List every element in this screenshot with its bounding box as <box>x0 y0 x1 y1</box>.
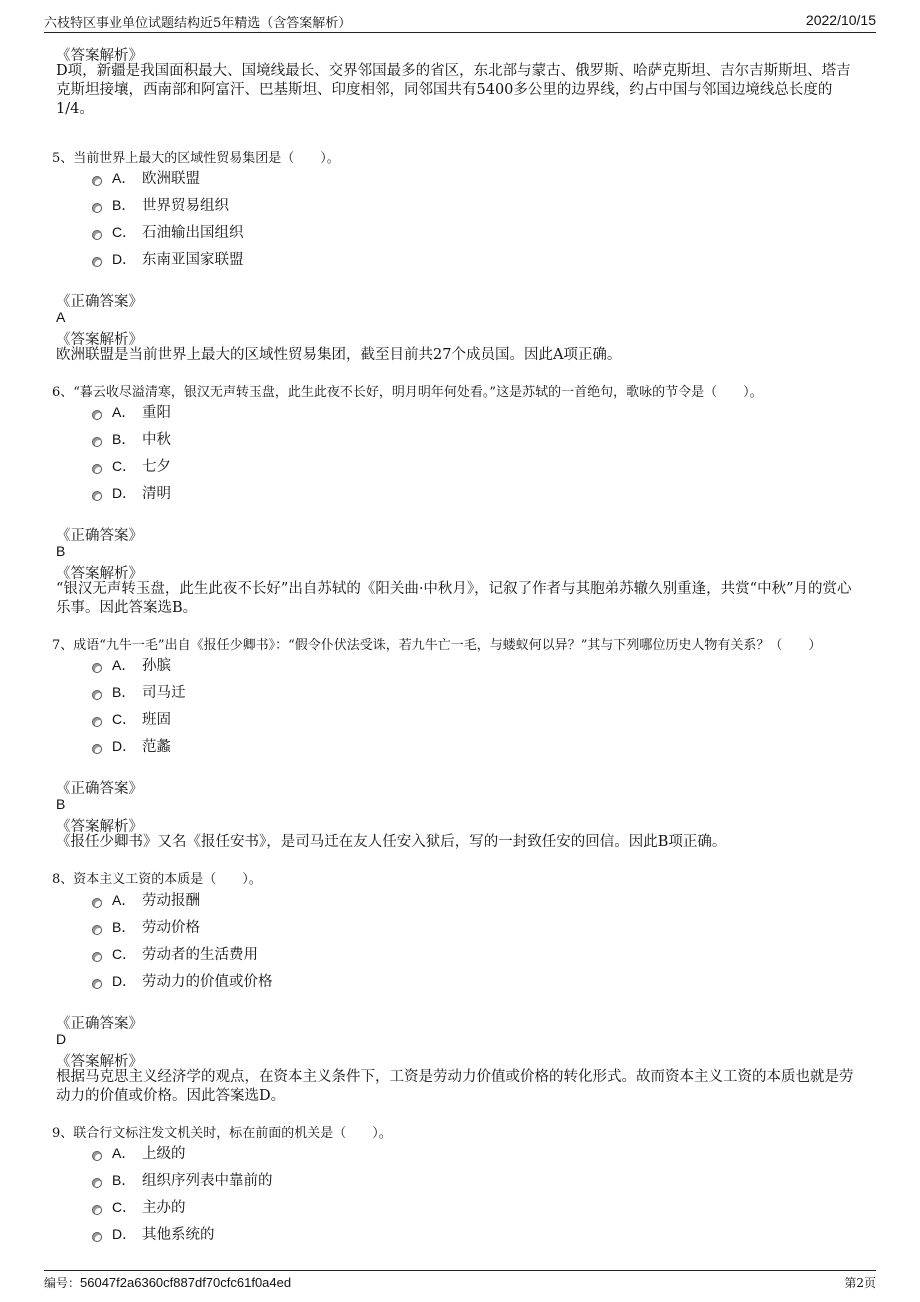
option-text: 劳动者的生活费用 <box>142 947 258 963</box>
option-letter: C． <box>112 458 137 474</box>
radio-icon[interactable] <box>92 437 102 447</box>
q6-analysis-text: “银汉无声转玉盘，此生此夜不长好”出自苏轼的《阳关曲·中秋月》，记叙了作者与其胞弟苏辙久别重逢，共赏“中秋”月的赏心乐事。因此答案选B。 <box>56 581 852 616</box>
option-text: 班固 <box>142 712 171 728</box>
option-letter: C． <box>112 1199 137 1215</box>
q5-analysis-text: 欧洲联盟是当前世界上最大的区域性贸易集团，截至目前共27个成员国。因此A项正确。 <box>56 347 622 363</box>
q7-option-a[interactable] <box>92 654 171 674</box>
option-letter: A． <box>112 657 136 673</box>
radio-icon[interactable] <box>92 257 102 267</box>
radio-icon[interactable] <box>92 690 102 700</box>
page-footer <box>44 1270 876 1293</box>
page-number: 第2页 <box>844 1276 876 1290</box>
question-8-stem: 8、资本主义工资的本质是（ ）。 <box>52 872 262 887</box>
option-text: 欧洲联盟 <box>142 171 200 187</box>
radio-icon[interactable] <box>92 230 102 240</box>
question-9-stem: 9、联合行文标注发文机关时，标在前面的机关是（ ）。 <box>52 1126 392 1141</box>
q5-correct-answer: A <box>56 309 66 325</box>
radio-icon[interactable] <box>92 176 102 186</box>
radio-icon[interactable] <box>92 410 102 420</box>
q6-correct-answer: B <box>56 543 66 559</box>
option-letter: B． <box>112 1172 136 1188</box>
radio-icon[interactable] <box>92 1205 102 1215</box>
q7-option-d[interactable] <box>92 735 171 755</box>
document-date: 2022/10/15 <box>805 12 876 28</box>
option-letter: A． <box>112 892 136 908</box>
q5-option-d[interactable] <box>92 248 244 268</box>
question-5-stem: 5、当前世界上最大的区域性贸易集团是（ ）。 <box>52 151 340 166</box>
q9-option-c[interactable] <box>92 1196 186 1216</box>
option-letter: C． <box>112 711 137 727</box>
option-text: 组织序列表中靠前的 <box>142 1173 273 1189</box>
option-text: 石油输出国组织 <box>142 225 244 241</box>
option-text: 劳动报酬 <box>142 893 200 909</box>
radio-icon[interactable] <box>92 491 102 501</box>
option-text: 世界贸易组织 <box>142 198 229 214</box>
question-7-stem: 7、成语“九牛一毛”出自《报任少卿书》：“假令仆伏法受诛，若九牛亡一毛，与蝼蚁何以异？”其与下列哪位历史人物有关系？（ ） <box>52 638 822 653</box>
option-text: 主办的 <box>142 1200 186 1216</box>
option-letter: C． <box>112 946 137 962</box>
option-text: 其他系统的 <box>142 1227 215 1243</box>
radio-icon[interactable] <box>92 925 102 935</box>
q7-option-b[interactable] <box>92 681 186 701</box>
radio-icon[interactable] <box>92 744 102 754</box>
radio-icon[interactable] <box>92 1232 102 1242</box>
option-text: 清明 <box>142 486 171 502</box>
q4-analysis-text: D项，新疆是我国面积最大、国境线最长、交界邻国最多的省区，东北部与蒙古、俄罗斯、哈萨克斯坦、吉尔吉斯斯坦、塔吉克斯坦接壤，西南部和阿富汗、巴基斯坦、印度相邻，同邻国共有5400多公里的边界线，约占中国与邻国边境线总长度的1/4。 <box>56 63 851 117</box>
correct-answer-label: 《正确答案》 <box>56 294 143 310</box>
option-letter: D． <box>112 738 137 754</box>
q7-option-c[interactable] <box>92 708 171 728</box>
q6-option-b[interactable] <box>92 428 171 448</box>
option-text: 劳动力的价值或价格 <box>142 974 273 990</box>
option-letter: D． <box>112 1226 137 1242</box>
option-text: 范蠡 <box>142 739 171 755</box>
q8-option-b[interactable] <box>92 916 200 936</box>
q5-option-c[interactable] <box>92 221 244 241</box>
radio-icon[interactable] <box>92 1151 102 1161</box>
option-text: 中秋 <box>142 432 171 448</box>
option-text: 七夕 <box>142 459 171 475</box>
analysis-label: 《答案解析》 <box>56 48 143 64</box>
q8-option-d[interactable] <box>92 970 273 990</box>
correct-answer-label: 《正确答案》 <box>56 1016 143 1032</box>
option-text: 司马迁 <box>142 685 186 701</box>
option-letter: B． <box>112 197 136 213</box>
option-letter: C． <box>112 224 137 240</box>
radio-icon[interactable] <box>92 717 102 727</box>
radio-icon[interactable] <box>92 1178 102 1188</box>
analysis-label: 《答案解析》 <box>56 819 143 835</box>
option-letter: B． <box>112 919 136 935</box>
option-text: 孙膑 <box>142 658 171 674</box>
option-letter: D． <box>112 973 137 989</box>
correct-answer-label: 《正确答案》 <box>56 528 143 544</box>
document-title: 六枝特区事业单位试题结构近5年精选（含答案解析） <box>44 16 352 31</box>
document-code <box>44 1274 291 1291</box>
radio-icon[interactable] <box>92 979 102 989</box>
radio-icon[interactable] <box>92 203 102 213</box>
q8-option-a[interactable] <box>92 889 200 909</box>
document-code-value: 56047f2a6360cf887df70cfc61f0a4ed <box>80 1275 292 1290</box>
option-text: 重阳 <box>142 405 171 421</box>
analysis-label: 《答案解析》 <box>56 332 143 348</box>
q7-correct-answer: B <box>56 796 66 812</box>
q9-option-a[interactable] <box>92 1142 186 1162</box>
q8-option-c[interactable] <box>92 943 258 963</box>
analysis-label: 《答案解析》 <box>56 566 143 582</box>
radio-icon[interactable] <box>92 464 102 474</box>
q8-correct-answer: D <box>56 1031 67 1047</box>
q5-option-b[interactable] <box>92 194 229 214</box>
option-letter: D． <box>112 485 137 501</box>
option-letter: A． <box>112 1145 136 1161</box>
radio-icon[interactable] <box>92 663 102 673</box>
radio-icon[interactable] <box>92 898 102 908</box>
q7-analysis-text: 《报任少卿书》又名《报任安书》，是司马迁在友人任安入狱后，写的一封致任安的回信。因此B项正确。 <box>56 834 727 850</box>
q5-option-a[interactable] <box>92 167 200 187</box>
option-text: 上级的 <box>142 1146 186 1162</box>
option-text: 劳动价格 <box>142 920 200 936</box>
correct-answer-label: 《正确答案》 <box>56 781 143 797</box>
q8-analysis-text: 根据马克思主义经济学的观点，在资本主义条件下，工资是劳动力价值或价格的转化形式。故而资本主义工资的本质也就是劳动力的价值或价格。因此答案选D。 <box>56 1069 854 1104</box>
q6-option-c[interactable] <box>92 455 171 475</box>
analysis-label: 《答案解析》 <box>56 1054 143 1070</box>
option-letter: B． <box>112 684 136 700</box>
document-code-label: 编号： <box>44 1276 81 1290</box>
option-letter: A． <box>112 170 136 186</box>
q9-option-d[interactable] <box>92 1223 215 1243</box>
option-letter: A． <box>112 404 136 420</box>
q6-option-a[interactable] <box>92 401 171 421</box>
option-letter: B． <box>112 431 136 447</box>
q9-option-b[interactable] <box>92 1169 273 1189</box>
option-text: 东南亚国家联盟 <box>142 252 244 268</box>
question-6-stem: 6、“暮云收尽溢清寒，银汉无声转玉盘，此生此夜不长好，明月明年何处看。”这是苏轼的一首绝句，歌咏的节令是（ ）。 <box>52 385 763 400</box>
option-letter: D． <box>112 251 137 267</box>
radio-icon[interactable] <box>92 952 102 962</box>
q6-option-d[interactable] <box>92 482 171 502</box>
